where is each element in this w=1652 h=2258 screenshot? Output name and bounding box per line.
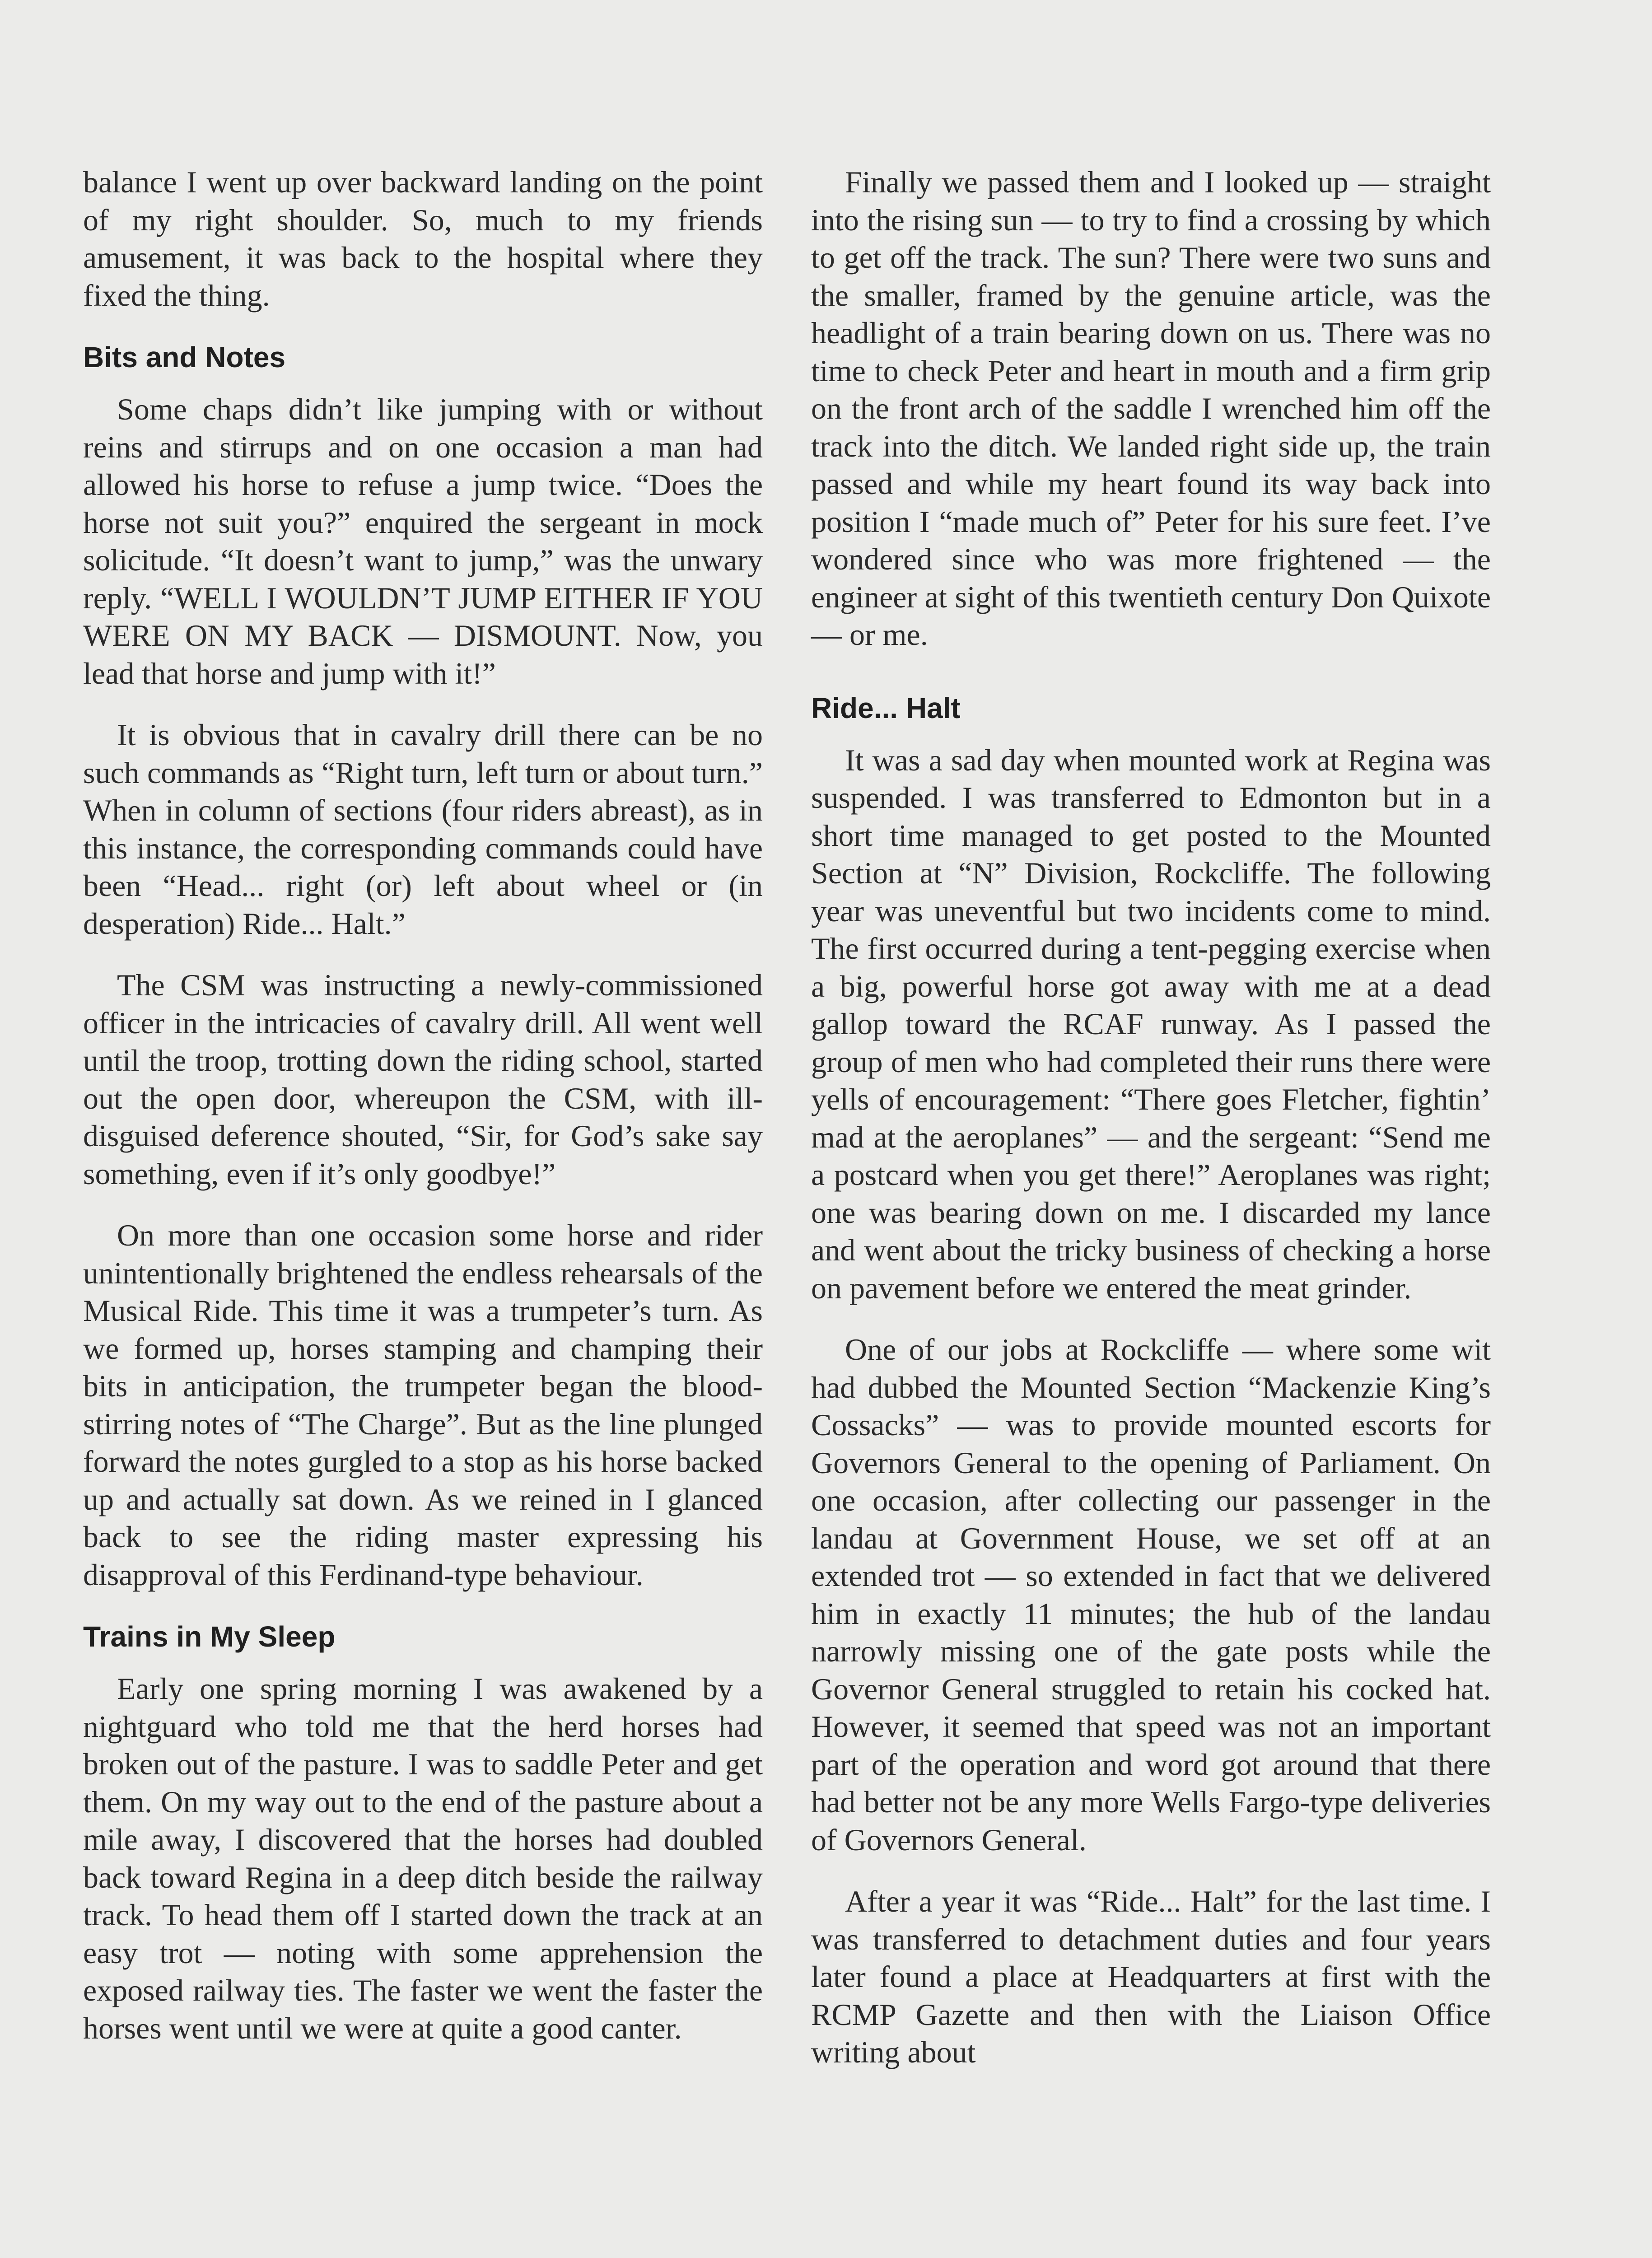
paragraph-early-spring: Early one spring morning I was awakened by a nightguard who told me that the herd horses had broken out of the pasture. I was to saddle Peter and get them. On my way out to the end of the pasture about a mile away, I discovered that the horses had doubled back toward Regina in a deep ditch beside the railway track. To head them off I started down the track at an easy trot — noting with some apprehension the exposed railway ties. The faster we went the faster the horses went until we were at quite a good canter. [83, 1671, 763, 2045]
paragraph-intro: balance I went up over backward landing on the point of my right shoulder. So, much to my friends amusement, it was back to the hospital where they fixed the thing. [83, 165, 763, 313]
paragraph-chaps: Some chaps didn’t like jumping with or without reins and stirrups and on one occasion a man had allowed his horse to refuse a jump twice. “Does the horse not suit you?” enquired the sergeant in mock solicitude. “It doesn’t want to jump,” was the unwary reply. “WELL I WOULDN’T JUMP EITHER IF YOU WERE ON MY BACK — DISMOUNT. Now, you lead that horse and jump with it!” [83, 392, 763, 690]
paragraph-after-a-year: After a year it was “Ride... Halt” for the last time. I was transferred to detachment duties and four years later found a place at Headquarters at first with the RCMP Gazette and then with the Liaison Office writing about [811, 1884, 1491, 2069]
heading-ride-halt: Ride... Halt [811, 691, 961, 724]
paragraph-csm: The CSM was instructing a newly-commissioned officer in the intricacies of cavalry drill. All went well until the troop, trotting down the riding school, started out the open door, whereupon the CSM, with ill-disguised deference shouted, “Sir, for God’s sake say something, even if it’s only goodbye!” [83, 968, 763, 1191]
heading-bits-and-notes: Bits and Notes [83, 341, 286, 373]
left-column [83, 163, 763, 2071]
paragraph-rockcliffe-jobs: One of our jobs at Rockcliffe — where some wit had dubbed the Mounted Section “Mackenzie King’s Cossacks” — was to provide mounted escorts for Governors General to the opening of Parliament. On one occasion, after collecting our passenger in the landau at Government House, we set off at an extended trot — so extended in fact that we delivered him in exactly 11 minutes; the hub of the landau narrowly missing one of the gate posts while the Governor General struggled to retain his cocked hat. However, it seemed that speed was not an important part of the operation and word got around that there had better not be any more Wells Fargo-type deliveries of Governors General. [811, 1332, 1491, 1857]
paragraph-occasion: On more than one occasion some horse and rider unintentionally brightened the endless rehearsals of the Musical Ride. This time it was a trumpeter’s turn. As we formed up, horses stamping and champing their bits in anticipation, the trumpeter began the blood-stirring notes of “The Charge”. But as the line plunged forward the notes gurgled to a stop as his horse backed up and actually sat down. As we reined in I glanced back to see the riding master expressing his disapproval of this Ferdinand-type behaviour. [83, 1218, 763, 1592]
paragraph-sad-day: It was a sad day when mounted work at Regina was suspended. I was transferred to Edmonton but in a short time managed to get posted to the Mounted Section at “N” Division, Rockcliffe. The following year was uneventful but two incidents come to mind. The first occurred during a tent-pegging exercise when a big, powerful horse got away with me at a dead gallop toward the RCAF runway. As I passed the group of men who had completed their runs there were yells of encouragement: “There goes Fletcher, fightin’ mad at the aeroplanes” — and the sergeant: “Send me a postcard when you get there!” Aeroplanes was right; one was bearing down on me. I discarded my lance and went about the tricky business of checking a horse on pavement before we entered the meat grinder. [811, 742, 1491, 1305]
paragraph-finally: Finally we passed them and I looked up — straight into the rising sun — to try to find a crossing by which to get off the track. The sun? There were two suns and the smaller, framed by the genuine article, was the headlight of a train bearing down on us. There was no time to check Peter and heart in mouth and a firm grip on the front arch of the saddle I wrenched him off the track into the ditch. We landed right side up, the train passed and while my heart found its way back into position I “made much of” Peter for his sure feet. I’ve wondered since who was more frightened — the engineer at sight of this twentieth century Don Quixote — or me. [811, 165, 1491, 652]
paragraph-obvious: It is obvious that in cavalry drill there can be no such commands as “Right turn, left turn or about turn.” When in column of sections (four riders abreast), as in this instance, the corresponding commands could have been “Head... right (or) left about wheel or (in desperation) Ride... Halt.” [83, 718, 763, 941]
right-column [811, 163, 1491, 2095]
heading-trains-in-my-sleep: Trains in My Sleep [83, 1620, 336, 1653]
